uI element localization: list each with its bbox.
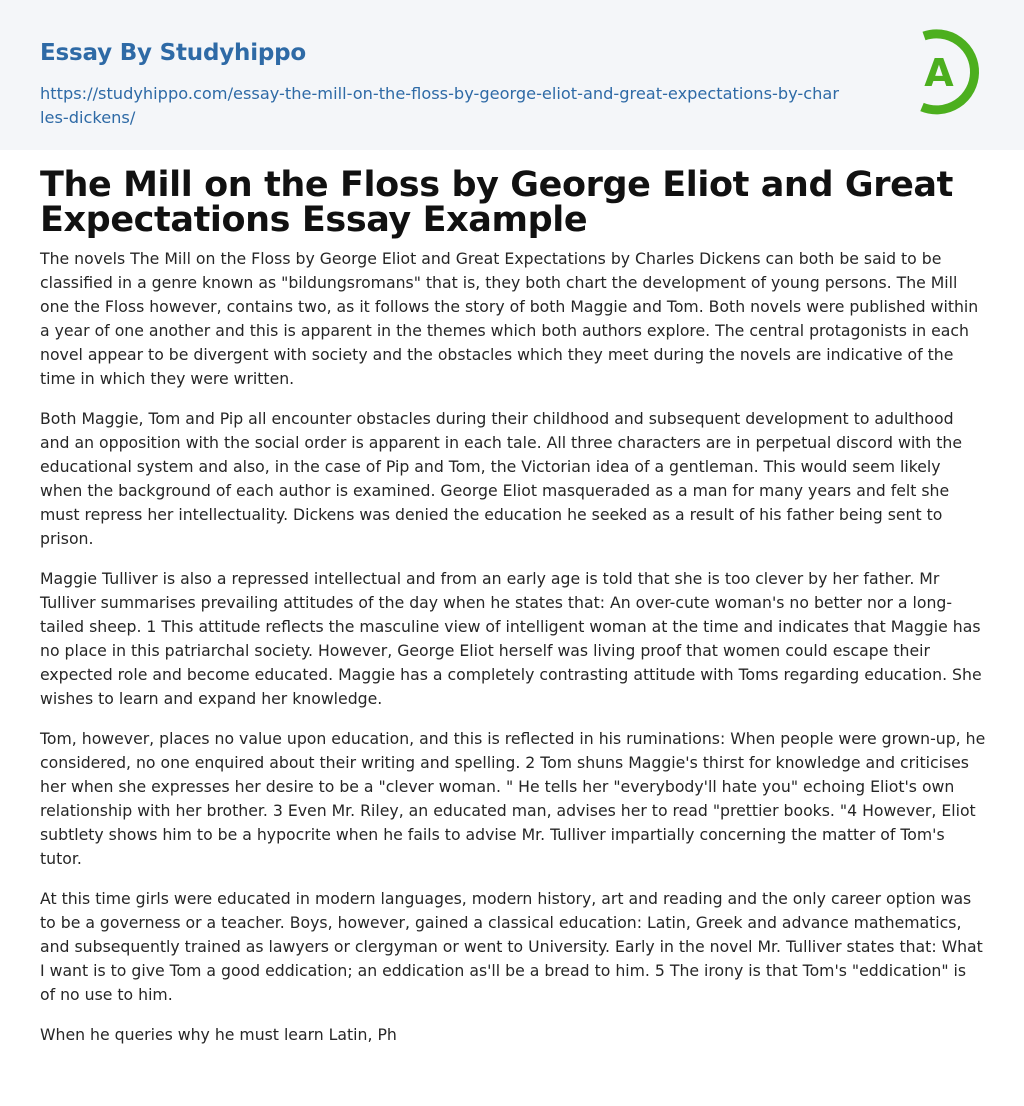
page-title: The Mill on the Floss by George Eliot and Great Expectations Essay Example — [40, 165, 953, 240]
article-paragraph: Both Maggie, Tom and Pip all encounter obstacles during their childhood and subsequent development to adulthood and an opposition with the social order is apparent in each tale. All three characters are in perpetual discord with the educational system and also, in the case of Pip and Tom, the Victorian idea of a gentleman. This would seem likely when the background of each author is examined. George Eliot masqueraded as a man for many years and felt she must repress her intellectuality. Dickens was denied the education he seeked as a result of his father being sent to prison. — [40, 409, 963, 548]
article-paragraph: Tom, however, places no value upon education, and this is reflected in his ruminations: When people were grown-up, he considered, no one enquired about their writing and spelling. 2 Tom shuns Maggie's thirst for knowledge and criticises her when she expresses her desire to be a "clever woman. " He tells her "everybody'll hate you" echoing Eliot's own relationship with her brother. 3 Even Mr. Riley, an educated man, advises her to read "prettier books. "4 However, Eliot subtlety shows him to be a hypocrite when he fails to advise Mr. Tulliver impartially concerning the matter of Tom's tutor. — [40, 729, 986, 868]
site-header — [0, 0, 1024, 150]
article-paragraph: Maggie Tulliver is also a repressed intellectual and from an early age is told that she is too clever by her father. Mr Tulliver summarises prevailing attitudes of the day when he states that: An over-cute woman's no better nor a long-tailed sheep. 1 This attitude reflects the masculine view of intelligent woman at the time and indicates that Maggie has no place in this patriarchal society. However, George Eliot herself was living proof that women could escape their expected role and become educated. Maggie has a completely contrasting attitude with Toms regarding education. She wishes to learn and expand her knowledge. — [40, 569, 982, 708]
article-paragraph: At this time girls were educated in modern languages, modern history, art and reading and the only career option was to be a governess or a teacher. Boys, however, gained a classical education: Latin, Greek and advance mathematics, and subsequently trained as lawyers or clergyman or went to University. Early in the novel Mr. Tulliver states that: What I want is to give Tom a good eddication; an eddication as'll be a bread to him. 5 The irony is that Tom's "eddication" is of no use to him. — [40, 889, 983, 1004]
article-paragraph: The novels The Mill on the Floss by George Eliot and Great Expectations by Charles Dickens can both be said to be classified in a genre known as "bildungsromans" that is, they both chart the development of young persons. The Mill one the Floss however, contains two, as it follows the story of both Maggie and Tom. Both novels were published within a year of one another and this is apparent in the themes which both authors explore. The central protagonists in each novel appear to be divergent with society and the obstacles which they meet during the novels are indicative of the time in which they were written. — [40, 249, 979, 388]
source-url-link[interactable]: https://studyhippo.com/essay-the-mill-on-the-floss-by-george-eliot-and-great-expectations-by-charles-dickens/ — [40, 84, 839, 127]
article-paragraph: When he queries why he must learn Latin, Ph — [40, 1025, 397, 1044]
site-title[interactable]: Essay By Studyhippo — [40, 40, 307, 66]
logo-letter: A — [924, 51, 954, 95]
studyhippo-logo-icon[interactable] — [894, 28, 986, 116]
article — [40, 165, 986, 1063]
